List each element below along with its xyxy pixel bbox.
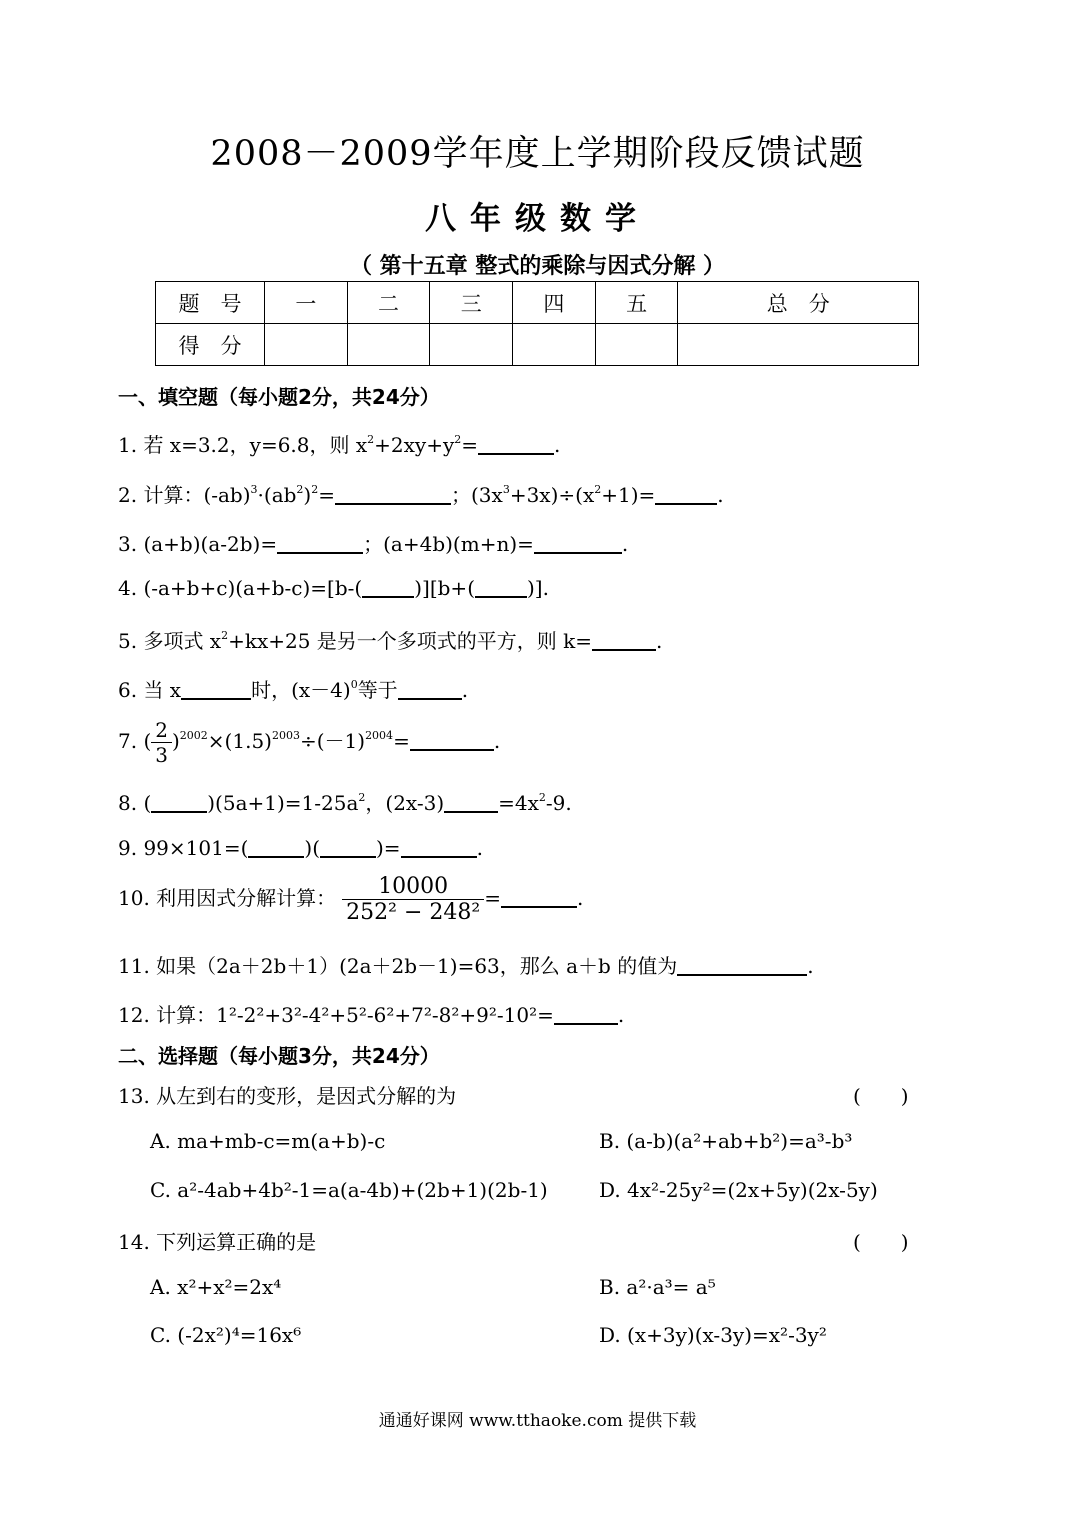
question-7: 7. ( $\frac{2}{3}$ )$^{2002}\times(1.5)^{2003}\div(-1)^{2004}=$ .	[118, 718, 501, 767]
answer-blank[interactable]	[410, 731, 494, 751]
question-11: 11. 如果（2a＋2b＋1）(2a＋2b－1)=63，那么 a＋b 的值为 .	[118, 954, 814, 978]
option-b[interactable]: B. (a-b)(a²+ab+b²)=a³-b³	[599, 1129, 853, 1153]
score-row-label: 得 分	[156, 324, 265, 366]
score-cell[interactable]	[678, 324, 919, 366]
question-6: 6. 当 x 时，$(x-4)^0$等于 .	[118, 678, 469, 702]
answer-blank[interactable]	[478, 435, 554, 455]
option-c[interactable]: C. a²-4ab+4b²-1=a(a-4b)+(2b+1)(2b-1)	[150, 1178, 548, 1202]
score-header-cell: 五	[595, 282, 678, 324]
answer-blank[interactable]	[554, 1005, 618, 1025]
answer-blank[interactable]	[151, 793, 207, 813]
answer-blank[interactable]	[320, 838, 376, 858]
question-10: 10. 利用因式分解计算： $\frac{10000}{\text{252² − 248²}}$ = .	[118, 874, 584, 925]
question-14-stem: 14. 下列运算正确的是	[118, 1230, 317, 1254]
score-cell[interactable]	[347, 324, 430, 366]
score-header-cell: 三	[430, 282, 513, 324]
page-title: 2008－2009学年度上学期阶段反馈试题	[210, 134, 865, 174]
question-8: 8. ( )$(5a+1)=1-25a^2$，$(2x-3) =4x^2-9$.	[118, 791, 572, 815]
answer-paren[interactable]: ( )	[853, 1230, 909, 1254]
score-header-cell: 题 号	[156, 282, 265, 324]
answer-blank[interactable]	[501, 888, 577, 908]
option-a[interactable]: A. x²+x²=2x⁴	[150, 1275, 282, 1299]
answer-blank[interactable]	[248, 838, 304, 858]
score-cell[interactable]	[595, 324, 678, 366]
question-13-stem: 13. 从左到右的变形，是因式分解的为	[118, 1084, 457, 1108]
answer-blank[interactable]	[592, 631, 656, 651]
section-heading: 一、填空题（每小题2分，共24分）	[118, 385, 440, 409]
option-d[interactable]: D. 4x²-25y²=(2x+5y)(2x-5y)	[599, 1178, 878, 1202]
answer-blank[interactable]	[444, 793, 498, 813]
answer-blank[interactable]	[534, 534, 622, 554]
answer-blank[interactable]	[277, 534, 363, 554]
question-2: 2. 计算：$(-ab)^3\cdot(ab^2)^2=$ ；$(3x^3+3x)\div(x^2+1)=$ .	[118, 483, 724, 507]
option-a[interactable]: A. ma+mb-c=m(a+b)-c	[150, 1129, 386, 1153]
score-header-cell: 四	[513, 282, 596, 324]
question-12: 12. 计算：1²-2²+3²-4²+5²-6²+7²-8²+9²-10²= .	[118, 1003, 625, 1027]
score-cell[interactable]	[265, 324, 348, 366]
question-4: 4. (-a+b+c)(a+b-c)=[b-( )][b+( )].	[118, 576, 549, 600]
option-b[interactable]: B. a²·a³= a⁵	[599, 1275, 716, 1299]
answer-blank[interactable]	[398, 680, 462, 700]
footer: 通通好课网 www.tthaoke.com 提供下载	[378, 1411, 697, 1431]
score-value-row	[156, 324, 919, 366]
question-3: 3. (a+b)(a-2b)= ；(a+4b)(m+n)= .	[118, 532, 629, 556]
answer-paren[interactable]: ( )	[853, 1084, 909, 1108]
fraction: $\frac{10000}{\text{252² − 248²}}$	[342, 874, 484, 925]
score-cell[interactable]	[513, 324, 596, 366]
answer-blank[interactable]	[475, 578, 527, 598]
answer-blank[interactable]	[181, 680, 251, 700]
fraction: $\frac{2}{3}$	[151, 718, 172, 767]
score-header-cell: 一	[265, 282, 348, 324]
question-9: 9. 99×101=( )( )= .	[118, 836, 483, 860]
option-d[interactable]: D. (x+3y)(x-3y)=x²-3y²	[599, 1323, 827, 1347]
answer-blank[interactable]	[401, 838, 477, 858]
score-header-cell: 二	[347, 282, 430, 324]
chapter-label: （ 第十五章 整式的乘除与因式分解 ）	[350, 254, 725, 279]
score-header-cell: 总 分	[678, 282, 919, 324]
question-1: 1. 若 x=3.2，y=6.8，则 $x^2+2xy+y^2=$ .	[118, 433, 561, 457]
answer-blank[interactable]	[655, 485, 717, 505]
answer-blank[interactable]	[335, 485, 451, 505]
score-table	[155, 281, 919, 366]
answer-blank[interactable]	[677, 956, 807, 976]
section-heading: 二、选择题（每小题3分，共24分）	[118, 1044, 440, 1068]
score-cell[interactable]	[430, 324, 513, 366]
page-subtitle: 八年级数学	[425, 201, 650, 237]
question-5: 5. 多项式 $x^2+kx+25$ 是另一个多项式的平方，则 k= .	[118, 629, 663, 653]
answer-blank[interactable]	[362, 578, 414, 598]
score-header-row	[156, 282, 919, 324]
option-c[interactable]: C. (-2x²)⁴=16x⁶	[150, 1323, 302, 1347]
